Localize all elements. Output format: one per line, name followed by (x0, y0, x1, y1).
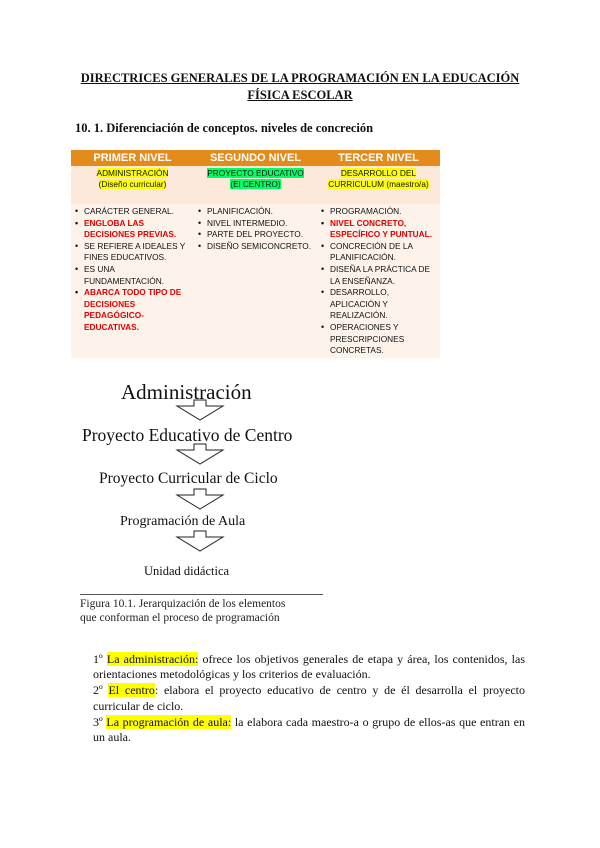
col-1-list (75, 206, 194, 334)
list-item: • ENGLOBA LAS DECISIONES PREVIAS. (75, 218, 194, 241)
diagram-level-proyecto-educativo: Proyecto Educativo de Centro (82, 425, 293, 445)
table-subheader-row (71, 166, 440, 204)
highlighted-term: La administración: (106, 652, 199, 666)
subheader-col-1 (71, 166, 194, 204)
list-item: • DESARROLLO, APLICACIÓN Y REALIZACIÓN. (321, 287, 440, 322)
highlighted-term: La programación de aula: (106, 714, 232, 729)
table-col-3 (317, 204, 440, 358)
diagram-level-programacion-aula: Programación de Aula (120, 514, 246, 529)
list-item: • PROGRAMACIÓN. (321, 206, 440, 218)
paragraph-3 (93, 715, 525, 745)
down-arrow-icon (177, 489, 223, 509)
header-segundo-nivel: SEGUNDO NIVEL (209, 152, 302, 164)
down-arrow-icon (177, 444, 223, 464)
explanation-paragraphs (93, 652, 525, 746)
col-3-list (321, 206, 440, 357)
header-primer-nivel: PRIMER NIVEL (93, 152, 172, 164)
list-item: • OPERACIONES Y PRESCRIPCIONES CONCRETAS. (321, 322, 440, 357)
subheader-line: DESARROLLO DEL (340, 168, 417, 178)
caption-line-2: que conforman el proceso de programación (80, 612, 280, 624)
list-item: • PARTE DEL PROYECTO. (198, 229, 317, 241)
diagram-level-administracion: Administración (121, 380, 252, 404)
down-arrow-icon (177, 531, 223, 551)
subheader-col-2 (194, 166, 317, 204)
document-title: DIRECTRICES GENERALES DE LA PROGRAMACIÓN EN LA EDUCACIÓN FÍSICA ESCOLAR (80, 71, 520, 102)
paragraph-1 (93, 652, 525, 682)
table-col-2 (194, 204, 317, 358)
hierarchy-diagram (70, 378, 360, 628)
diagram-level-proyecto-curricular: Proyecto Curricular de Ciclo (99, 470, 278, 487)
subheader-line: (El CENTRO) (230, 179, 281, 189)
levels-table (71, 150, 440, 358)
table-body-row (71, 204, 440, 358)
figure-caption (80, 597, 285, 625)
table-col-1 (71, 204, 194, 358)
caption-divider (80, 594, 323, 595)
diagram-level-unidad-didactica: Unidad didáctica (144, 564, 230, 578)
subheader-line: (Diseño curricular) (98, 179, 167, 189)
header-tercer-nivel: TERCER NIVEL (338, 152, 419, 164)
table-header-row (71, 150, 440, 166)
subheader-line: ADMINISTRACIÓN (96, 168, 169, 178)
paragraph-text: ofrece los objetivos generales de etapa y área, los contenidos, las orientaciones metodológicas y los criterios de evaluación. (93, 652, 525, 682)
list-item: • DISEÑA LA PRÁCTICA DE LA ENSEÑANZA. (321, 264, 440, 287)
list-item: • ES UNA FUNDAMENTACIÓN. (75, 264, 194, 287)
list-item: • SE REFIERE A IDEALES Y FINES EDUCATIVOS. (75, 241, 194, 264)
list-item: • NIVEL INTERMEDIO. (198, 218, 317, 230)
list-item: • NIVEL CONCRETO, ESPECÍFICO Y PUNTUAL. (321, 218, 440, 241)
paragraph-2 (93, 683, 525, 713)
paragraph-prefix: 3º (93, 714, 107, 729)
list-item: • ABARCA TODO TIPO DE DECISIONES PEDAGÓGICO-EDUCATIVAS. (75, 287, 194, 333)
subheader-line: CURRICULUM (maestro/a) (328, 179, 429, 189)
section-heading: 10. 1. Diferenciación de conceptos. niveles de concreción (75, 121, 374, 135)
list-item: • PLANIFICACIÓN. (198, 206, 317, 218)
col-2-list (198, 206, 317, 252)
paragraph-text: la elabora cada maestro-a o grupo de ellos-as que entran en un aula. (93, 714, 525, 745)
paragraph-text: : elabora el proyecto educativo de centro y de él desarrolla el proyecto curricular de ciclo. (93, 683, 525, 713)
subheader-col-3 (317, 166, 440, 204)
list-item: • CARÁCTER GENERAL. (75, 206, 194, 218)
list-item: • DISEÑO SEMICONCRETO. (198, 241, 317, 253)
list-item: • CONCRECIÓN DE LA PLANIFICACIÓN. (321, 241, 440, 264)
subheader-line: PROYECTO EDUCATIVO (207, 168, 304, 178)
highlighted-term: El centro (108, 683, 155, 698)
paragraph-prefix: 2º (93, 683, 109, 698)
paragraph-prefix: 1º (93, 652, 107, 666)
caption-line-1: Figura 10.1. Jerarquización de los elementos (80, 598, 286, 610)
